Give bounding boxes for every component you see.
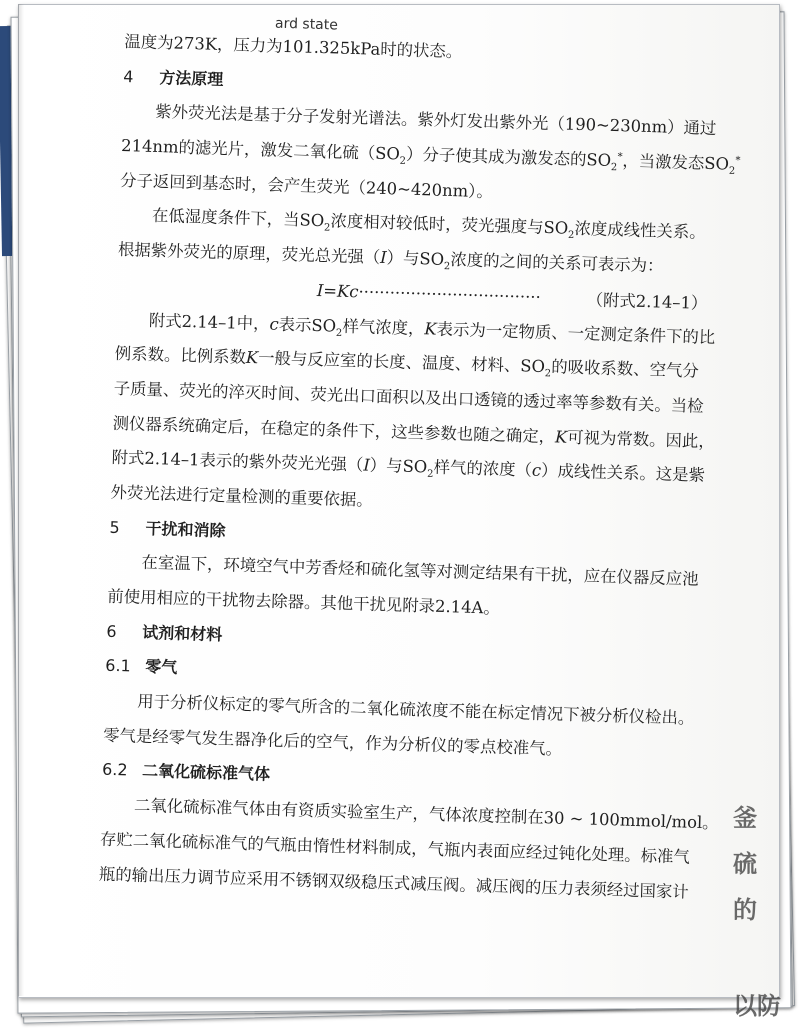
page-edge-shadow — [18, 4, 24, 996]
ghost-char: 的 — [733, 896, 757, 924]
section-title: 二氧化硫标准气体 — [141, 761, 271, 785]
header-fragment: ard state — [274, 15, 339, 34]
text-line: 用于分析仪标定的零气所含的二氧化硫浓度不能在标定情况下被分析仪检出。 — [136, 691, 695, 728]
text-line: 瓶的输出压力调节应采用不锈钢双级稳压式减压阀。减压阀的压力表须经过国家计 — [98, 864, 690, 902]
formula-line: I=Kc··································· — [316, 280, 542, 307]
text-line: 子质量、荧光的淬灭时间、荧光出口面积以及出口透镜的透过率等参数有关。当检 — [113, 378, 704, 416]
text-line: 零气是经零气发生器净化后的空气，作为分析仪的零点校准气。 — [102, 725, 563, 759]
formula-ref: （附式2.14–1） — [586, 289, 708, 313]
text-line: 外荧光法进行定量检测的重要依据。 — [110, 482, 374, 510]
document-page — [18, 4, 781, 1020]
text-line: 温度为273K，压力为101.325kPa时的状态。 — [124, 31, 463, 62]
text-line: 测仪器系统确定后，在稳定的条件下，这些参数也随之确定，K可视为常数。因此， — [112, 413, 716, 451]
text-line: 前使用相应的干扰物去除器。其他干扰见附录2.14A。 — [107, 586, 501, 618]
section-number: 4 — [123, 66, 134, 86]
text-line: 附式2.14–1中，c表示$SO_2$样气浓度，K表示为一定物质、一定测定条件下的比 — [148, 310, 716, 347]
text-line: 紫外荧光法是基于分子发射光谱法。紫外灯发出紫外光（190~230nm）通过 — [154, 102, 717, 139]
text-line: 在低湿度条件下，当$SO_2$浓度相对较低时，荧光强度与$SO_2$浓度成线性关系。 — [151, 206, 706, 243]
section-number: 5 — [109, 517, 121, 537]
section-title: 方法原理 — [159, 67, 224, 89]
text-line: 附式2.14–1表示的紫外荧光光强（I）与$SO_2$样气的浓度（c）成线性关系。这是紫 — [111, 448, 706, 486]
section-number: 6.2 — [101, 760, 128, 780]
next-page-show-through — [733, 795, 783, 1029]
text-line: 例系数。比例系数K一般与反应室的长度、温度、材料、$SO_2$的吸收系数、空气分 — [114, 344, 700, 381]
section-number: 6 — [106, 621, 117, 641]
text-line: 在室温下，环境空气中芳香烃和硫化氢等对测定结果有干扰，应在仪器反应池 — [141, 553, 699, 590]
ghost-char: 硫 — [733, 850, 757, 878]
section-number: 6.1 — [105, 656, 132, 676]
ghost-char: 以防 — [733, 992, 781, 1020]
text-line: 存贮二氧化硫标准气的气瓶由惰性材料制成，气瓶内表面应经过钝化处理。标准气 — [99, 829, 691, 867]
section-title: 试剂和材料 — [142, 622, 223, 644]
page-content — [98, 15, 774, 912]
ghost-char: 釜 — [733, 804, 757, 832]
text-line: 二氧化硫标准气体由有资质实验室生产，气体浓度控制在30 ~ 100mmol/mol。 — [133, 795, 719, 833]
section-title: 干扰和消除 — [145, 518, 226, 540]
section-title: 零气 — [144, 657, 178, 678]
text-line: 分子返回到基态时，会产生荧光（240~420nm）。 — [119, 170, 494, 202]
text-line: 根据紫外荧光的原理，荧光总光强（I）与$SO_2$浓度的之间的关系可表示为： — [117, 240, 664, 276]
text-line: 214nm的滤光片，激发二氧化硫$(SO_2)$分子使其成为激发态的$SO_2^*$，当激发态$SO_2^*$ — [120, 136, 741, 178]
